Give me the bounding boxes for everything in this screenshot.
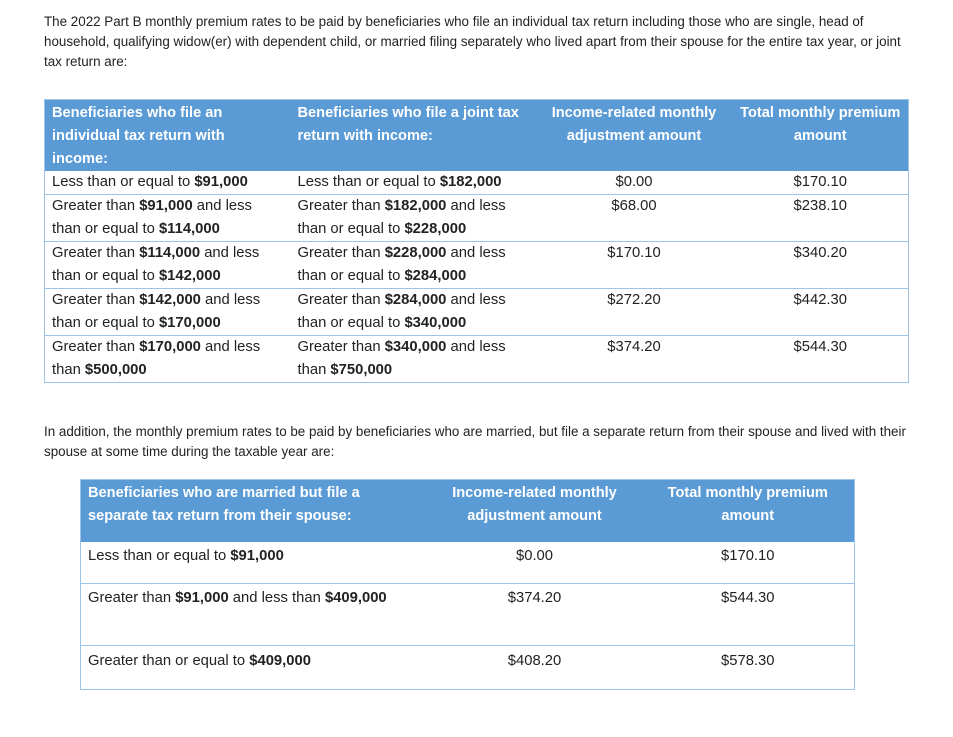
addition-paragraph: In addition, the monthly premium rates to be paid by beneficiaries who are married, but file a separate return from their spouse and lived with their spouse at some time during the taxable year are: <box>44 424 906 459</box>
married-separate-income-cell <box>81 584 428 646</box>
header-total-premium: Total monthly premium amount <box>641 480 855 543</box>
table-row <box>81 584 855 646</box>
income-text: Greater than <box>297 339 385 355</box>
table-row <box>45 171 909 195</box>
income-amount: $500,000 <box>84 362 147 378</box>
table-row <box>81 646 855 690</box>
income-amount: $182,000 <box>384 198 447 214</box>
table-row <box>81 542 855 584</box>
adjustment-amount-cell: $0.00 <box>536 171 732 195</box>
header-adjustment-amount: Income-related monthly adjustment amount <box>536 100 732 172</box>
married-separate-premium-table <box>80 479 855 690</box>
income-amount: $228,000 <box>404 221 467 237</box>
income-text: Greater than <box>88 590 176 606</box>
individual-income-cell <box>45 289 291 336</box>
individual-income-cell <box>45 336 291 383</box>
income-amount: $91,000 <box>175 590 229 606</box>
income-text: Greater than <box>52 339 140 355</box>
individual-income-cell <box>45 242 291 289</box>
income-text: and less than or equal to <box>52 198 252 237</box>
income-amount: $750,000 <box>330 362 393 378</box>
total-premium-cell: $544.30 <box>793 339 847 355</box>
income-amount: $170,000 <box>158 315 221 331</box>
joint-income-cell <box>291 242 536 289</box>
total-premium-cell: $442.30 <box>732 289 909 336</box>
income-amount: $340,000 <box>404 315 467 331</box>
table-row <box>45 195 909 242</box>
income-text: Greater than <box>297 198 385 214</box>
total-premium-cell: $340.20 <box>732 242 909 289</box>
income-text: and less than or equal to <box>297 198 506 237</box>
table-header-row <box>45 100 909 172</box>
income-amount: $142,000 <box>158 268 221 284</box>
married-separate-income-cell <box>81 646 428 690</box>
total-premium-cell: $544.30 <box>641 584 855 646</box>
joint-income-cell <box>291 195 536 242</box>
income-amount: $91,000 <box>194 174 248 190</box>
income-text: Less than or equal to <box>88 548 231 564</box>
income-text: and less than or equal to <box>297 245 506 284</box>
income-amount: $409,000 <box>324 590 387 606</box>
income-text: and less than <box>228 590 325 606</box>
total-premium-cell: $578.30 <box>721 653 775 669</box>
income-text: Greater than <box>52 292 140 308</box>
header-joint-income: Beneficiaries who file a joint tax return with income: <box>291 100 536 172</box>
individual-income-cell <box>45 171 291 195</box>
table-header-row <box>81 480 855 543</box>
income-text: Greater than <box>52 198 140 214</box>
adjustment-amount-cell: $374.20 <box>607 339 661 355</box>
header-adjustment-amount: Income-related monthly adjustment amount <box>428 480 641 543</box>
individual-income-cell <box>45 195 291 242</box>
income-amount: $340,000 <box>384 339 447 355</box>
income-text: and less than or equal to <box>52 292 261 331</box>
table-row <box>45 336 909 383</box>
income-amount: $228,000 <box>384 245 447 261</box>
income-amount: $409,000 <box>249 653 311 669</box>
income-amount: $182,000 <box>439 174 502 190</box>
income-text: Greater than <box>297 292 385 308</box>
income-text: Less than or equal to <box>297 174 440 190</box>
income-amount: $284,000 <box>384 292 447 308</box>
income-text: Greater than or equal to <box>88 653 250 669</box>
income-amount: $170,000 <box>139 339 201 355</box>
income-amount: $114,000 <box>139 245 201 261</box>
income-amount: $142,000 <box>139 292 201 308</box>
income-text: and less than <box>52 339 261 378</box>
total-premium-cell: $170.10 <box>641 542 855 584</box>
adjustment-amount-cell: $0.00 <box>428 542 641 584</box>
income-text: Greater than <box>297 245 385 261</box>
married-separate-income-cell <box>81 542 428 584</box>
income-text: and less than <box>297 339 506 378</box>
income-text: and less than or equal to <box>52 245 260 284</box>
income-amount: $91,000 <box>139 198 193 214</box>
header-total-premium: Total monthly premium amount <box>732 100 909 172</box>
income-text: Greater than <box>52 245 140 261</box>
adjustment-amount-cell: $68.00 <box>536 195 732 242</box>
adjustment-amount-cell: $170.10 <box>536 242 732 289</box>
income-amount: $284,000 <box>404 268 467 284</box>
adjustment-amount-cell: $408.20 <box>507 653 562 669</box>
header-married-separate-income: Beneficiaries who are married but file a separate tax return from their spouse: <box>81 480 428 543</box>
joint-income-cell <box>291 171 536 195</box>
income-amount: $114,000 <box>158 221 220 237</box>
table-row <box>45 289 909 336</box>
total-premium-cell: $170.10 <box>732 171 909 195</box>
individual-joint-premium-table <box>44 99 909 383</box>
joint-income-cell <box>291 289 536 336</box>
header-individual-income: Beneficiaries who file an individual tax return with income: <box>45 100 291 172</box>
intro-paragraph: The 2022 Part B monthly premium rates to be paid by beneficiaries who file an individual tax return including those who are single, head of household, qualifying widow(er) with dependent child, or married filing separately who lived apart from their spouse for the entire tax year, or joint tax return are: <box>44 14 901 69</box>
joint-income-cell <box>291 336 536 383</box>
income-text: Less than or equal to <box>52 174 195 190</box>
total-premium-cell: $238.10 <box>732 195 909 242</box>
adjustment-amount-cell: $374.20 <box>428 584 641 646</box>
income-text: and less than or equal to <box>297 292 506 331</box>
table-row <box>45 242 909 289</box>
adjustment-amount-cell: $272.20 <box>536 289 732 336</box>
income-amount: $91,000 <box>230 548 284 564</box>
